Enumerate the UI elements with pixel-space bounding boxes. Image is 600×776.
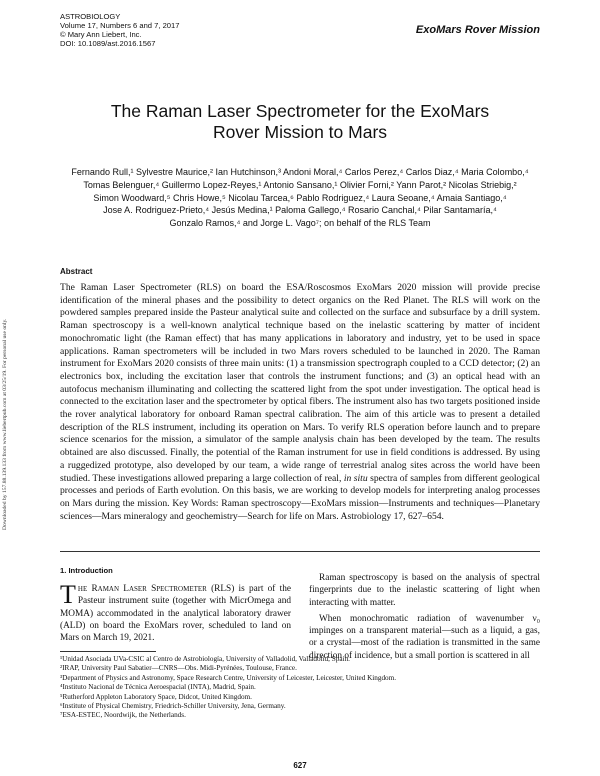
footnote: ¹Unidad Asociada UVa-CSIC al Centro de Astrobiología, University of Valladolid, Valladolid, Spain. bbox=[60, 655, 350, 663]
journal-copyright: © Mary Ann Liebert, Inc. bbox=[60, 30, 142, 39]
author-line: Tomas Belenguer,⁴ Guillermo Lopez-Reyes,¹ Antonio Sansano,¹ Olivier Forni,² Yann Parot,² Nicolas Striebig,² bbox=[83, 179, 517, 190]
footnote: ⁶Institute of Physical Chemistry, Friedrich-Schiller University, Jena, Germany. bbox=[60, 702, 286, 711]
abstract-italic-term: in situ bbox=[343, 472, 368, 484]
title-line-1: The Raman Laser Spectrometer for the ExoMars bbox=[110, 101, 490, 121]
abstract-text-2: spectra of samples from different geological processes and periods of Earth evolution. On this basis, we are working to develop models for interpreting analog processes on Mars during the mission. Key Words: Raman spectroscopy—ExoMars mission—Instruments and techniques—Planetary sciences—Mars mineralogy and geochemistry—Search for life on Mars. Astrobiology 17, 627–654. bbox=[60, 472, 540, 522]
intro-left-column bbox=[60, 580, 291, 644]
drop-cap: T bbox=[60, 580, 76, 609]
author-line: Fernando Rull,¹ Sylvestre Maurice,² Ian Hutchinson,³ Andoni Moral,⁴ Carlos Perez,⁴ Carlos Diaz,⁴ Maria Colombo,⁴ bbox=[71, 167, 529, 177]
footnote-divider bbox=[60, 651, 156, 652]
footnote: ⁵Rutherford Appleton Laboratory Space, Didcot, United Kingdom. bbox=[60, 692, 252, 701]
footnote: ³Department of Physics and Astronomy, Space Research Centre, University of Leicester, Leicester, United Kingdom. bbox=[60, 673, 397, 682]
footnote: ⁴Instituto Nacional de Técnica Aeroespacial (INTA), Madrid, Spain. bbox=[60, 683, 256, 692]
footnote: ⁷ESA-ESTEC, Noordwijk, the Netherlands. bbox=[60, 711, 186, 720]
intro-right-paragraph-1: Raman spectroscopy is based on the analysis of spectral fingerprints due to the inelastic scattering of light when interacting with matter. bbox=[309, 573, 540, 608]
journal-name: ASTROBIOLOGY bbox=[60, 12, 121, 21]
section-heading-introduction: 1. Introduction bbox=[60, 566, 113, 575]
intro-right-paragraph-2: When monochromatic radiation of wavenumber ν₀ impinges on a transparent material—such as a liquid, a gas, or a crystal—most of the radiation is transmitted in the same direction of incidence, but a small portion is scattered in all bbox=[309, 613, 540, 661]
page-number: 627 bbox=[293, 761, 307, 770]
footnote: ²IRAP, University Paul Sabatier—CNRS—Obs. Midi-Pyrénées, Toulouse, France. bbox=[60, 664, 297, 673]
intro-right-column bbox=[309, 572, 540, 662]
article-title bbox=[60, 101, 540, 143]
section-divider bbox=[60, 551, 540, 552]
author-line: Gonzalo Ramos,⁴ and Jorge L. Vago⁷; on behalf of the RLS Team bbox=[169, 218, 431, 229]
author-list bbox=[60, 166, 540, 230]
author-line: Jose A. Rodriguez-Prieto,⁴ Jesús Medina,¹ Paloma Gallego,⁴ Rosario Canchal,⁴ Pilar Santamaría,⁴ bbox=[103, 205, 497, 216]
download-notice bbox=[2, 270, 12, 530]
intro-left-text: (RLS) is part of the Pasteur instrument suite (together with MicrOmega and MOMA) accommodated in the analytical laboratory drawer (ALD) on board the ExoMars rover, scheduled to land on Mars on March 19, 2021. bbox=[60, 584, 291, 644]
abstract-body bbox=[60, 282, 540, 523]
running-head: ExoMars Rover Mission bbox=[415, 24, 540, 36]
journal-info bbox=[60, 12, 179, 48]
journal-doi[interactable]: DOI: 10.1089/ast.2016.1567 bbox=[60, 39, 156, 48]
intro-small-caps: he Raman Laser Spectrometer bbox=[77, 584, 207, 594]
abstract-text-1: The Raman Laser Spectrometer (RLS) on board the ESA/Roscosmos ExoMars 2020 mission will provide precise identification of the mineral phases and the possibility to detect organics on the Red Planet. The RLS will work on the powdered samples prepared inside the Pasteur analytical suite and collected on the surface and subsurface by a drill system. Raman spectroscopy is a well-known analytical technique based on the inelastic scattering by matter of incident monochromatic light (the Raman effect) that has many applications in laboratory and industry, yet to be used in space applications. Raman spectrometers will be included in two Mars rovers scheduled to be launched in 2020. The Raman instrument for ExoMars 2020 consists of three main units: (1) a transmission spectrograph coupled to a CCD detector; (2) an electronics box, including the excitation laser that controls the instrument functions; and (3) an optical head with an autofocus mechanism illuminating and collecting the scattered light from the spot under investigation. The optical head is connected to the excitation laser and the spectrometer by optical fibers. The instrument also has two targets positioned inside the rover analytical laboratory for onboard Raman spectral calibration. The aim of this article was to present a detailed description of the RLS instrument, including its operation on Mars. To verify RLS operation before launch and to prepare science scenarios for the mission, a simulator of the sample analysis chain has been developed by the team. The results obtained are also discussed. Finally, the potential of the Raman instrument for use in field conditions is addressed. By using a ruggedized prototype, also developed by our team, a wide range of terrestrial analog sites across the world have been studied. These investigations allowed preparing a large collection of real, bbox=[60, 282, 540, 484]
abstract-heading: Abstract bbox=[60, 267, 93, 276]
download-notice-text: Downloaded by 157.88.139.133 from www.liebertpub.com at 03/25/19. For personal use only. bbox=[2, 318, 8, 530]
journal-volume: Volume 17, Numbers 6 and 7, 2017 bbox=[60, 21, 180, 30]
author-line: Simon Woodward,⁵ Chris Howe,⁵ Nicolau Tarcea,⁶ Pablo Rodriguez,⁴ Laura Seoane,⁴ Amaia Santiago,⁴ bbox=[93, 192, 507, 203]
title-line-2: Rover Mission to Mars bbox=[212, 122, 388, 142]
affiliation-footnotes bbox=[60, 655, 396, 721]
